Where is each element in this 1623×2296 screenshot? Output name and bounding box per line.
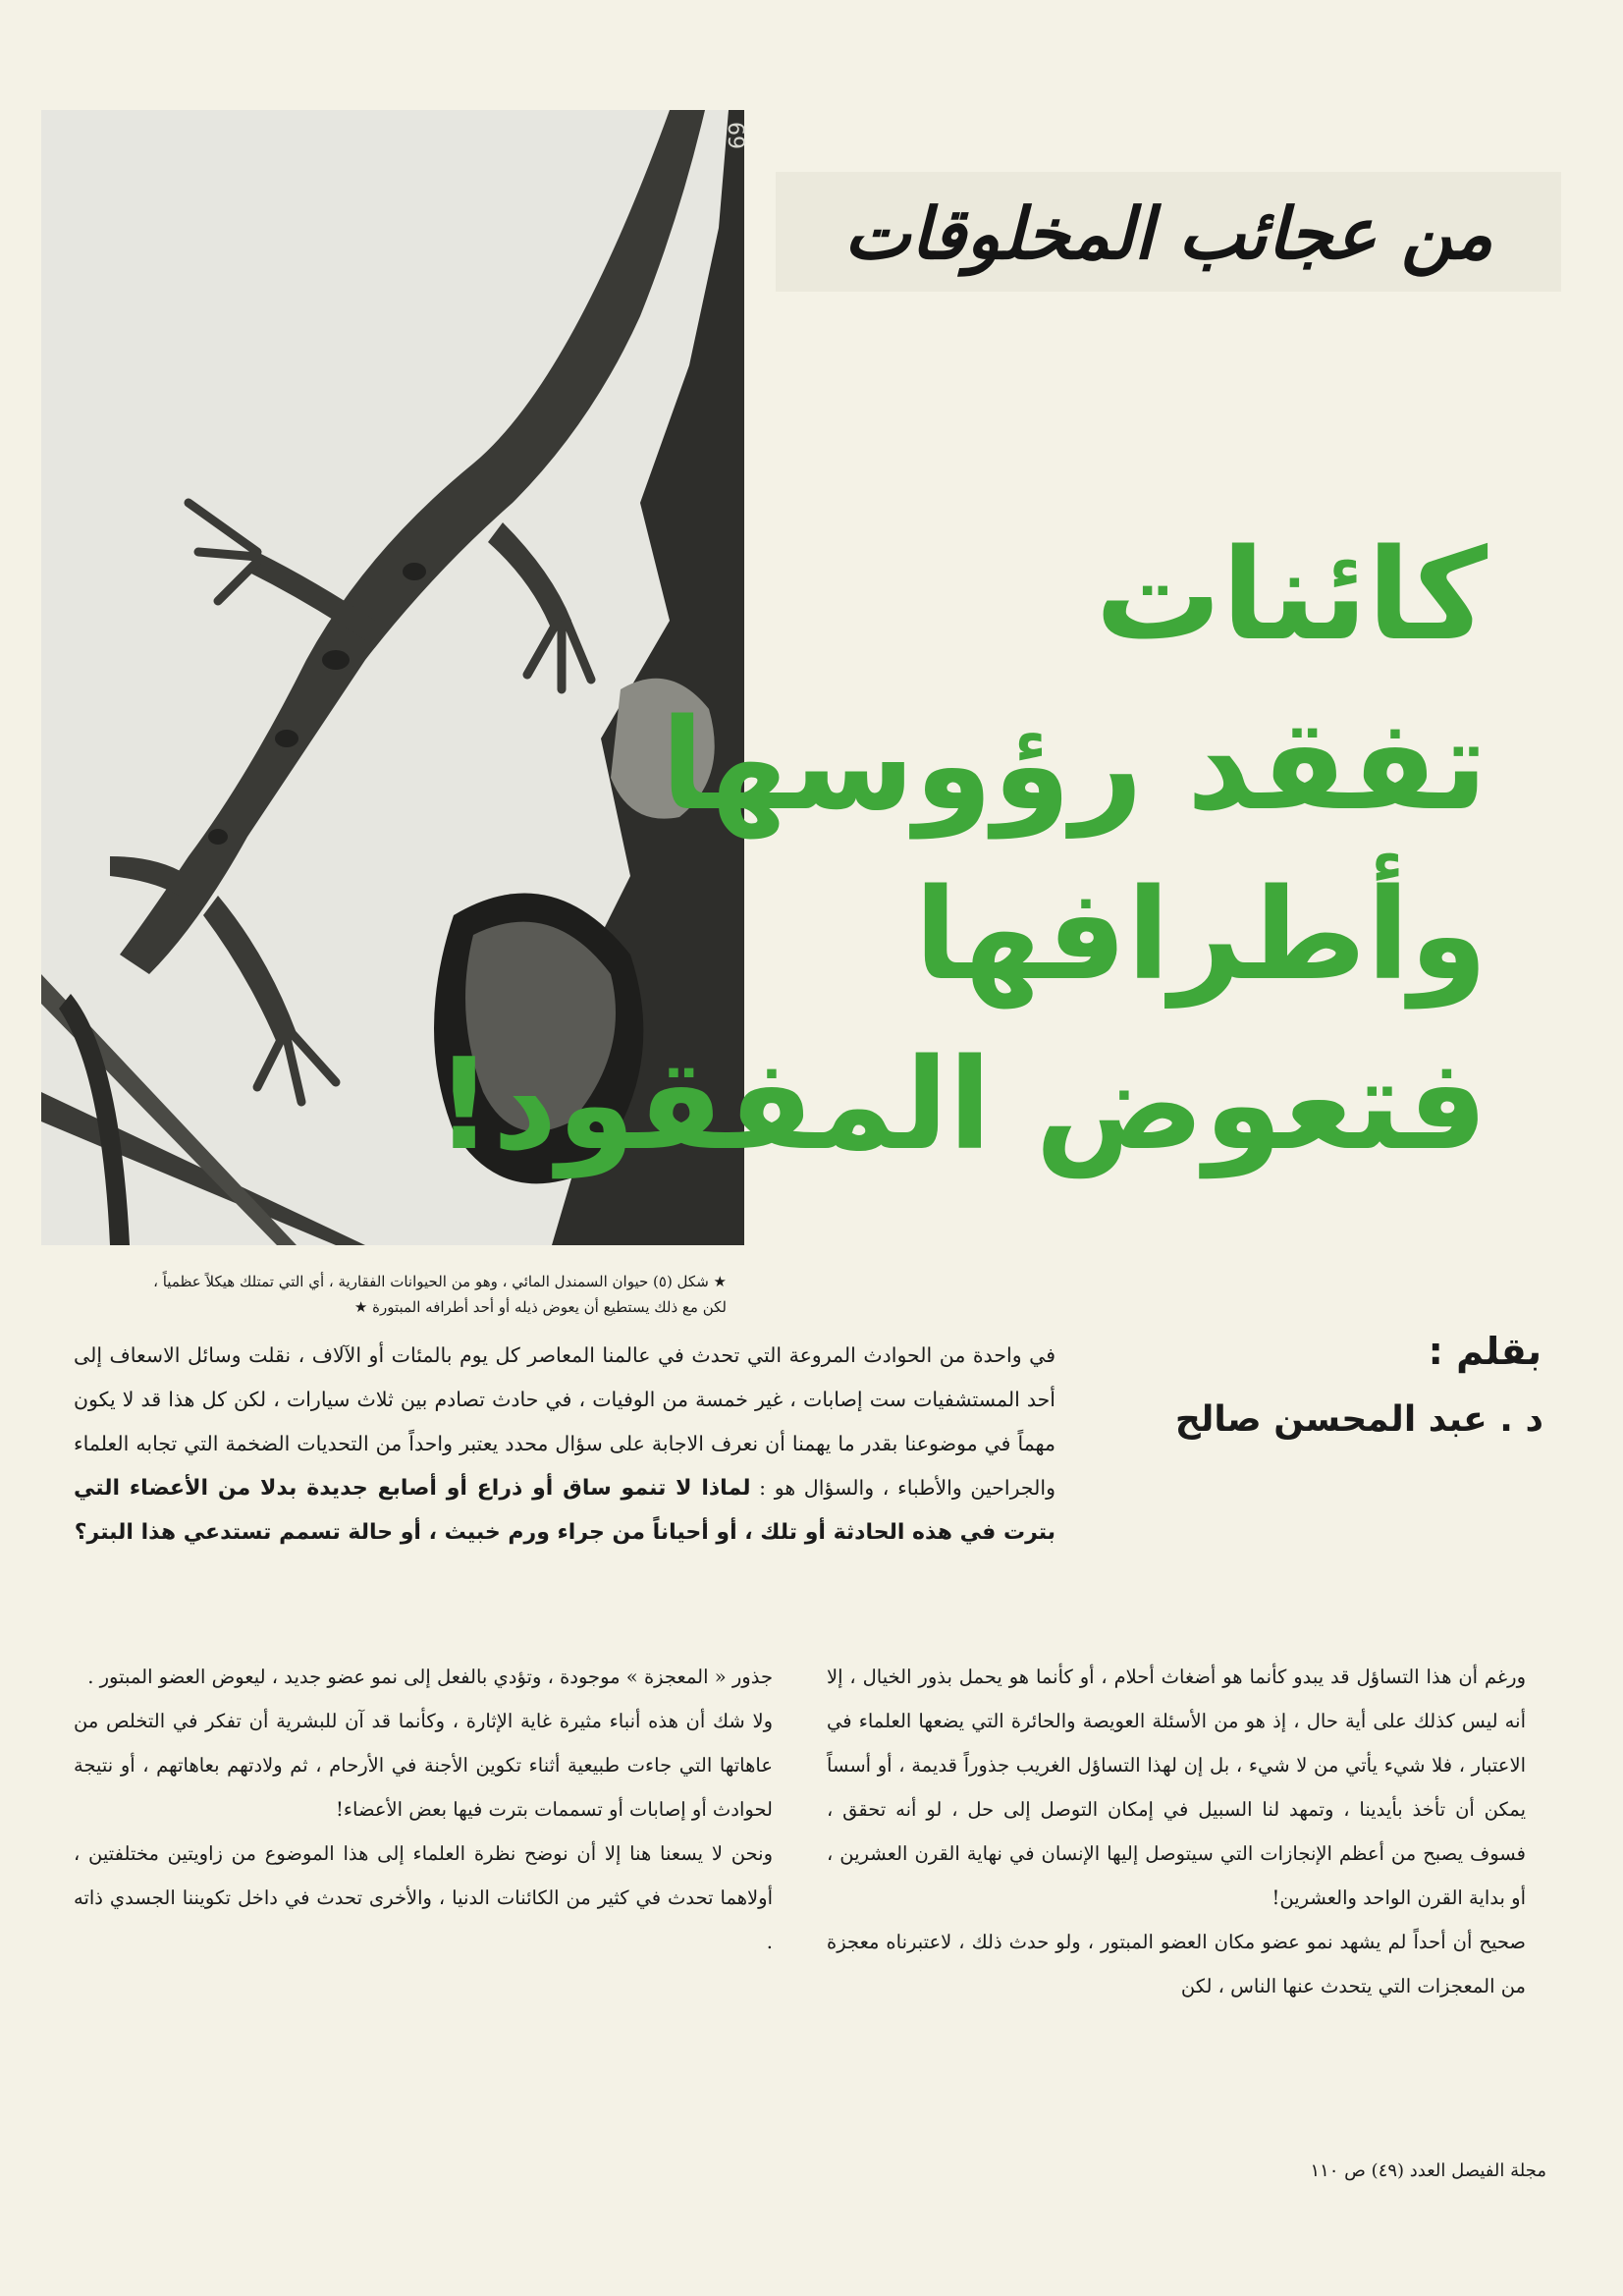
intro-text: في واحدة من الحوادث المروعة التي تحدث في عالمنا المعاصر كل يوم بالمئات أو الآلاف ، نقلت وسائل الاسعاف إلى أحد المستشفيات ست إصابات ، غير خمسة من الوفيات ، في حادث تصادم بين ثلاث سيارات ، لكن كل هذا قد لا يكون مهماً في موضوعنا بقدر ما يهمنا أن نعرف الاجابة على سؤال محدد يعتبر واحداً من التحديات الضخمة التي تجابه العلماء والجراحين والأطباء ، والسؤال هو : xyxy=(74,1343,1055,1500)
paragraph: ورغم أن هذا التساؤل قد يبدو كأنما هو أضغاث أحلام ، أو كأنما هو يحمل بذور الخيال ، إلا أنه ليس كذلك على أية حال ، إذ هو من الأسئلة العويصة والحائرة التي يضعها العلماء في الاعتبار ، فلا شيء يأتي من لا شيء ، بل إن لهذا التساؤل الغريب جذوراً قديمة ، أو أسساً يمكن أن تأخذ بأيدينا ، وتمهد لنا السبيل في إمكان التوصل إلى حل ، لو أنه تحقق ، فسوف يصبح من أعظم الإنجازات التي سيتوصل إليها الإنسان في نهاية القرن العشرين ، أو بداية القرن الواحد والعشرين! xyxy=(827,1666,1526,1909)
intro-question: لماذا لا تنمو ساق أو ذراع أو أصابع جديدة بدلا من الأعضاء التي بترت في هذه الحادثة أو تلك ، أو أحياناً من جراء ورم خبيث ، أو حالة تسمم تستدعي هذا البتر؟ xyxy=(74,1476,1055,1545)
headline-line-1: كائنات xyxy=(1095,522,1488,669)
byline-label: بقلم : xyxy=(1428,1330,1542,1373)
paragraph: ونحن لا يسعنا هنا إلا أن نوضح نظرة العلماء إلى هذا الموضوع من زاويتين مختلفتين ، أولاهما تحدث في كثير من الكائنات الدنيا ، والأخرى تحدث في داخل تكويننا الجسدي ذاته . xyxy=(74,1842,773,1953)
headline-line-3: وأطرافها xyxy=(914,862,1488,1009)
photo-caption xyxy=(59,1269,727,1320)
paragraph: ولا شك أن هذه أنباء مثيرة غاية الإثارة ، وكأنما قد آن للبشرية أن تفكر في التخلص من عاهاتها التي جاءت طبيعية أثناء تكوين الأجنة في الأرحام ، ثم ولادتهم بعاهاتهم ، أو نتيجة لحوادث أو إصابات أو تسممات بترت فيها بعض الأعضاء! xyxy=(74,1710,773,1821)
headline xyxy=(435,511,1488,1190)
paragraph: جذور « المعجزة » موجودة ، وتؤدي بالفعل إلى نمو عضو جديد ، ليعوض العضو المبتور . xyxy=(87,1666,773,1688)
series-title: من عجائب المخلوقات xyxy=(843,192,1493,275)
figure-number: 69 xyxy=(723,122,747,149)
body-column-right xyxy=(827,1655,1526,2008)
caption-line-2: لكن مع ذلك يستطيع أن يعوض ذيله أو أحد أطرافه المبتورة ★ xyxy=(353,1298,727,1316)
headline-line-4: فتعوض المفقود! xyxy=(435,1032,1488,1178)
caption-line-1: ★ شكل (٥) حيوان السمندل المائي ، وهو من الحيوانات الفقارية ، أي التي تمتلك هيكلاً عظمياً ، xyxy=(153,1273,727,1290)
headline-line-2: تفقد رؤوسها xyxy=(660,692,1488,839)
intro-paragraph xyxy=(74,1334,1055,1555)
author-name: د . عبد المحسن صالح xyxy=(1174,1399,1543,1440)
page-footer: مجلة الفيصل العدد (٤٩) ص ١١٠ xyxy=(1310,2160,1546,2181)
paragraph: صحيح أن أحداً لم يشهد نمو عضو مكان العضو المبتور ، ولو حدث ذلك ، لاعتبرناه معجزة من المعجزات التي يتحدث عنها الناس ، لكن xyxy=(827,1931,1526,1997)
body-column-left xyxy=(74,1655,773,1964)
